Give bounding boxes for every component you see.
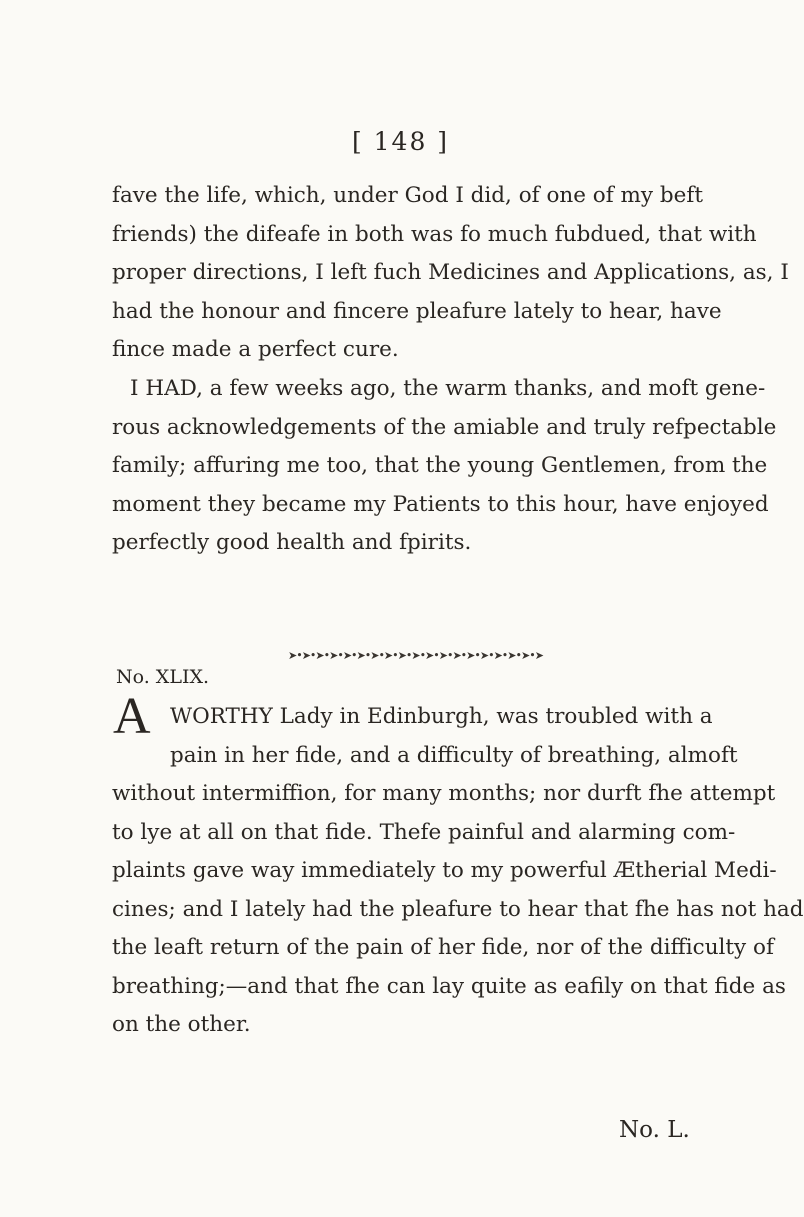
- paragraph-thanks: [112, 370, 777, 563]
- catchword: No. L.: [619, 1117, 690, 1143]
- text-line: proper directions, I left fuch Medicines and Applications, as, I: [112, 260, 789, 285]
- text-line: plaints gave way immediately to my powerful Ætherial Medi-: [112, 858, 777, 883]
- entry-number: No. XLIX.: [116, 666, 210, 688]
- text-line: cines; and I lately had the pleafure to hear that fhe has not had: [112, 896, 804, 922]
- text-line: perfectly good health and fpirits.: [112, 530, 472, 555]
- paragraph-case: [112, 698, 804, 1045]
- text-line: WORTHY Lady in Edinburgh, was troubled with a: [170, 704, 713, 729]
- text-line: without intermiffion, for many months; nor durft fhe attempt: [112, 781, 776, 806]
- text-line: the leaft return of the pain of her fide, nor of the difficulty of: [112, 935, 774, 960]
- text-line: friends) the difeafe in both was fo much fubdued, that with: [112, 221, 757, 247]
- text-line: breathing;—and that fhe can lay quite as eafily on that fide as: [112, 973, 786, 999]
- drop-cap: A: [113, 688, 151, 745]
- text-line: fince made a perfect cure.: [112, 337, 399, 362]
- text-line: family; affuring me too, that the young Gentlemen, from the: [112, 453, 768, 478]
- text-line: moment they became my Patients to this hour, have enjoyed: [112, 491, 769, 517]
- text-line: rous acknowledgements of the amiable and truly refpectable: [112, 414, 777, 440]
- text-line: had the honour and fincere pleafure lately to hear, have: [112, 298, 722, 324]
- text-line: on the other.: [112, 1012, 251, 1037]
- paragraph-continuation: [112, 177, 789, 370]
- ornamental-rule: ➤•➤•➤•➤•➤•➤•➤•➤•➤•➤•➤•➤•➤•➤•➤•➤•➤•➤•➤: [288, 649, 543, 662]
- page-number: [ 148 ]: [351, 127, 450, 156]
- text-line: fave the life, which, under God I did, of one of my beft: [112, 183, 703, 208]
- text-line: to lye at all on that fide. Thefe painful and alarming com-: [112, 819, 736, 845]
- text-line: I HAD, a few weeks ago, the warm thanks, and moft gene-: [130, 376, 766, 401]
- text-line: pain in her fide, and a difficulty of breathing, almoft: [170, 742, 738, 768]
